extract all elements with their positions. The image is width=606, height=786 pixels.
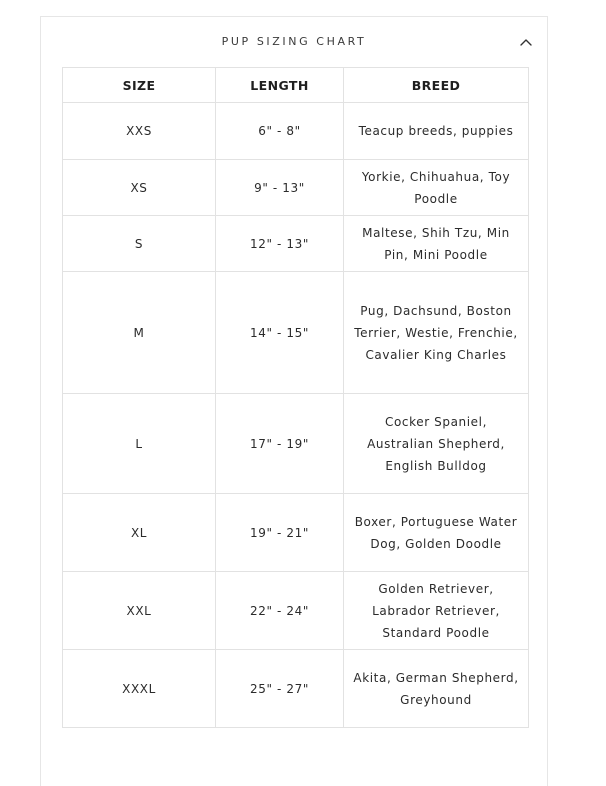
breed-cell: Maltese, Shih Tzu, Min Pin, Mini Poodle	[344, 216, 529, 272]
size-cell: XXS	[63, 103, 216, 160]
breed-cell: Akita, German Shepherd, Greyhound	[344, 650, 529, 728]
sizing-chart-panel	[40, 16, 548, 786]
table-row	[63, 103, 529, 160]
column-header-length: LENGTH	[216, 68, 344, 103]
accordion-title: PUP SIZING CHART	[221, 35, 367, 48]
length-cell: 22" - 24"	[216, 572, 344, 650]
table-row	[63, 272, 529, 394]
length-cell: 12" - 13"	[216, 216, 344, 272]
table-row	[63, 216, 529, 272]
size-cell: S	[63, 216, 216, 272]
size-table	[62, 67, 529, 728]
length-cell: 14" - 15"	[216, 272, 344, 394]
table-header-row	[63, 68, 529, 103]
size-cell: XS	[63, 160, 216, 216]
breed-cell: Boxer, Portuguese Water Dog, Golden Doodle	[344, 494, 529, 572]
size-cell: XXXL	[63, 650, 216, 728]
table-row	[63, 494, 529, 572]
column-header-breed: BREED	[344, 68, 529, 103]
length-cell: 6" - 8"	[216, 103, 344, 160]
length-cell: 17" - 19"	[216, 394, 344, 494]
table-row	[63, 394, 529, 494]
breed-cell: Cocker Spaniel, Australian Shepherd, English Bulldog	[344, 394, 529, 494]
length-cell: 19" - 21"	[216, 494, 344, 572]
length-cell: 9" - 13"	[216, 160, 344, 216]
size-cell: M	[63, 272, 216, 394]
column-header-size: SIZE	[63, 68, 216, 103]
table-row	[63, 160, 529, 216]
size-cell: L	[63, 394, 216, 494]
size-cell: XL	[63, 494, 216, 572]
table-row	[63, 572, 529, 650]
breed-cell: Teacup breeds, puppies	[344, 103, 529, 160]
breed-cell: Pug, Dachsund, Boston Terrier, Westie, Frenchie, Cavalier King Charles	[344, 272, 529, 394]
accordion-header[interactable]	[41, 17, 547, 67]
breed-cell: Golden Retriever, Labrador Retriever, Standard Poodle	[344, 572, 529, 650]
length-cell: 25" - 27"	[216, 650, 344, 728]
breed-cell: Yorkie, Chihuahua, Toy Poodle	[344, 160, 529, 216]
chevron-up-icon[interactable]	[519, 37, 533, 47]
table-row	[63, 650, 529, 728]
size-cell: XXL	[63, 572, 216, 650]
